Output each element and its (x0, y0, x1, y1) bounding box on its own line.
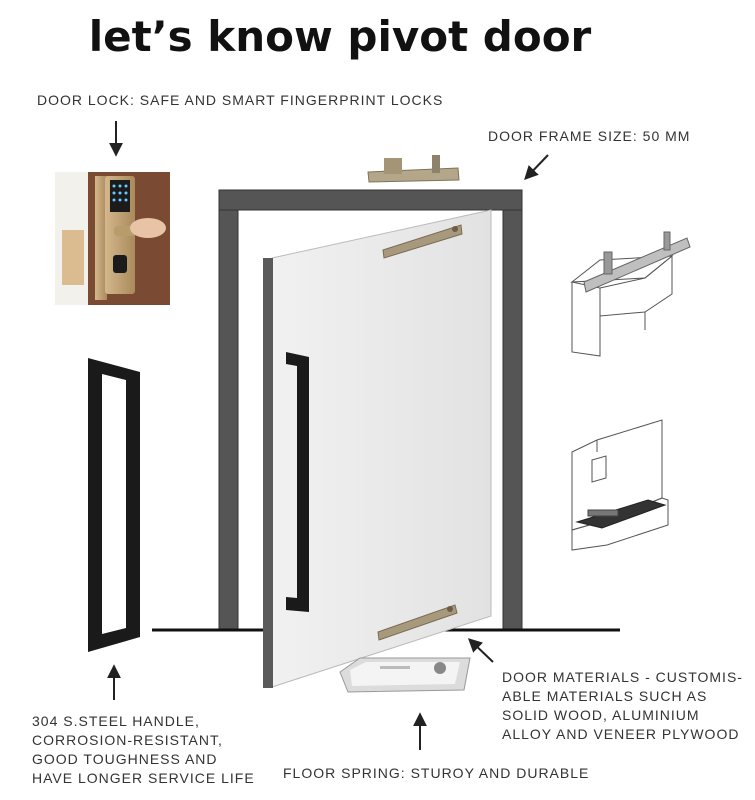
materials-label-line: ALLOY AND VENEER PLYWOOD (502, 726, 740, 742)
fingerprint-lock-image (55, 172, 170, 305)
frame-size-label: DOOR FRAME SIZE: 50 MM (488, 128, 691, 144)
frame-section-drawing (572, 232, 690, 356)
floor-section-drawing (572, 420, 668, 550)
materials-label-line: ABLE MATERIALS SUCH AS (502, 688, 708, 704)
frame-arrow (526, 155, 548, 178)
materials-label-line: SOLID WOOD, ALUMINIUM (502, 707, 700, 723)
door-lock-label: DOOR LOCK: SAFE AND SMART FINGERPRINT LOCKS (37, 92, 444, 108)
top-pivot-part (368, 155, 459, 182)
page-title: let’s know pivot door (88, 12, 592, 61)
steel-handle (88, 358, 140, 652)
materials-label-line: DOOR MATERIALS - CUSTOMIS- (502, 669, 743, 685)
handle-label-line: 304 S.STEEL HANDLE, (32, 713, 200, 729)
floor-spring-part (340, 658, 470, 692)
handle-label-line: GOOD TOUGHNESS AND (32, 751, 218, 767)
floor-spring-label: FLOOR SPRING: STUROY AND DURABLE (283, 765, 590, 781)
handle-label-line: HAVE LONGER SERVICE LIFE (32, 770, 255, 786)
handle-label-line: CORROSION-RESISTANT, (32, 732, 223, 748)
materials-arrow (470, 640, 493, 662)
